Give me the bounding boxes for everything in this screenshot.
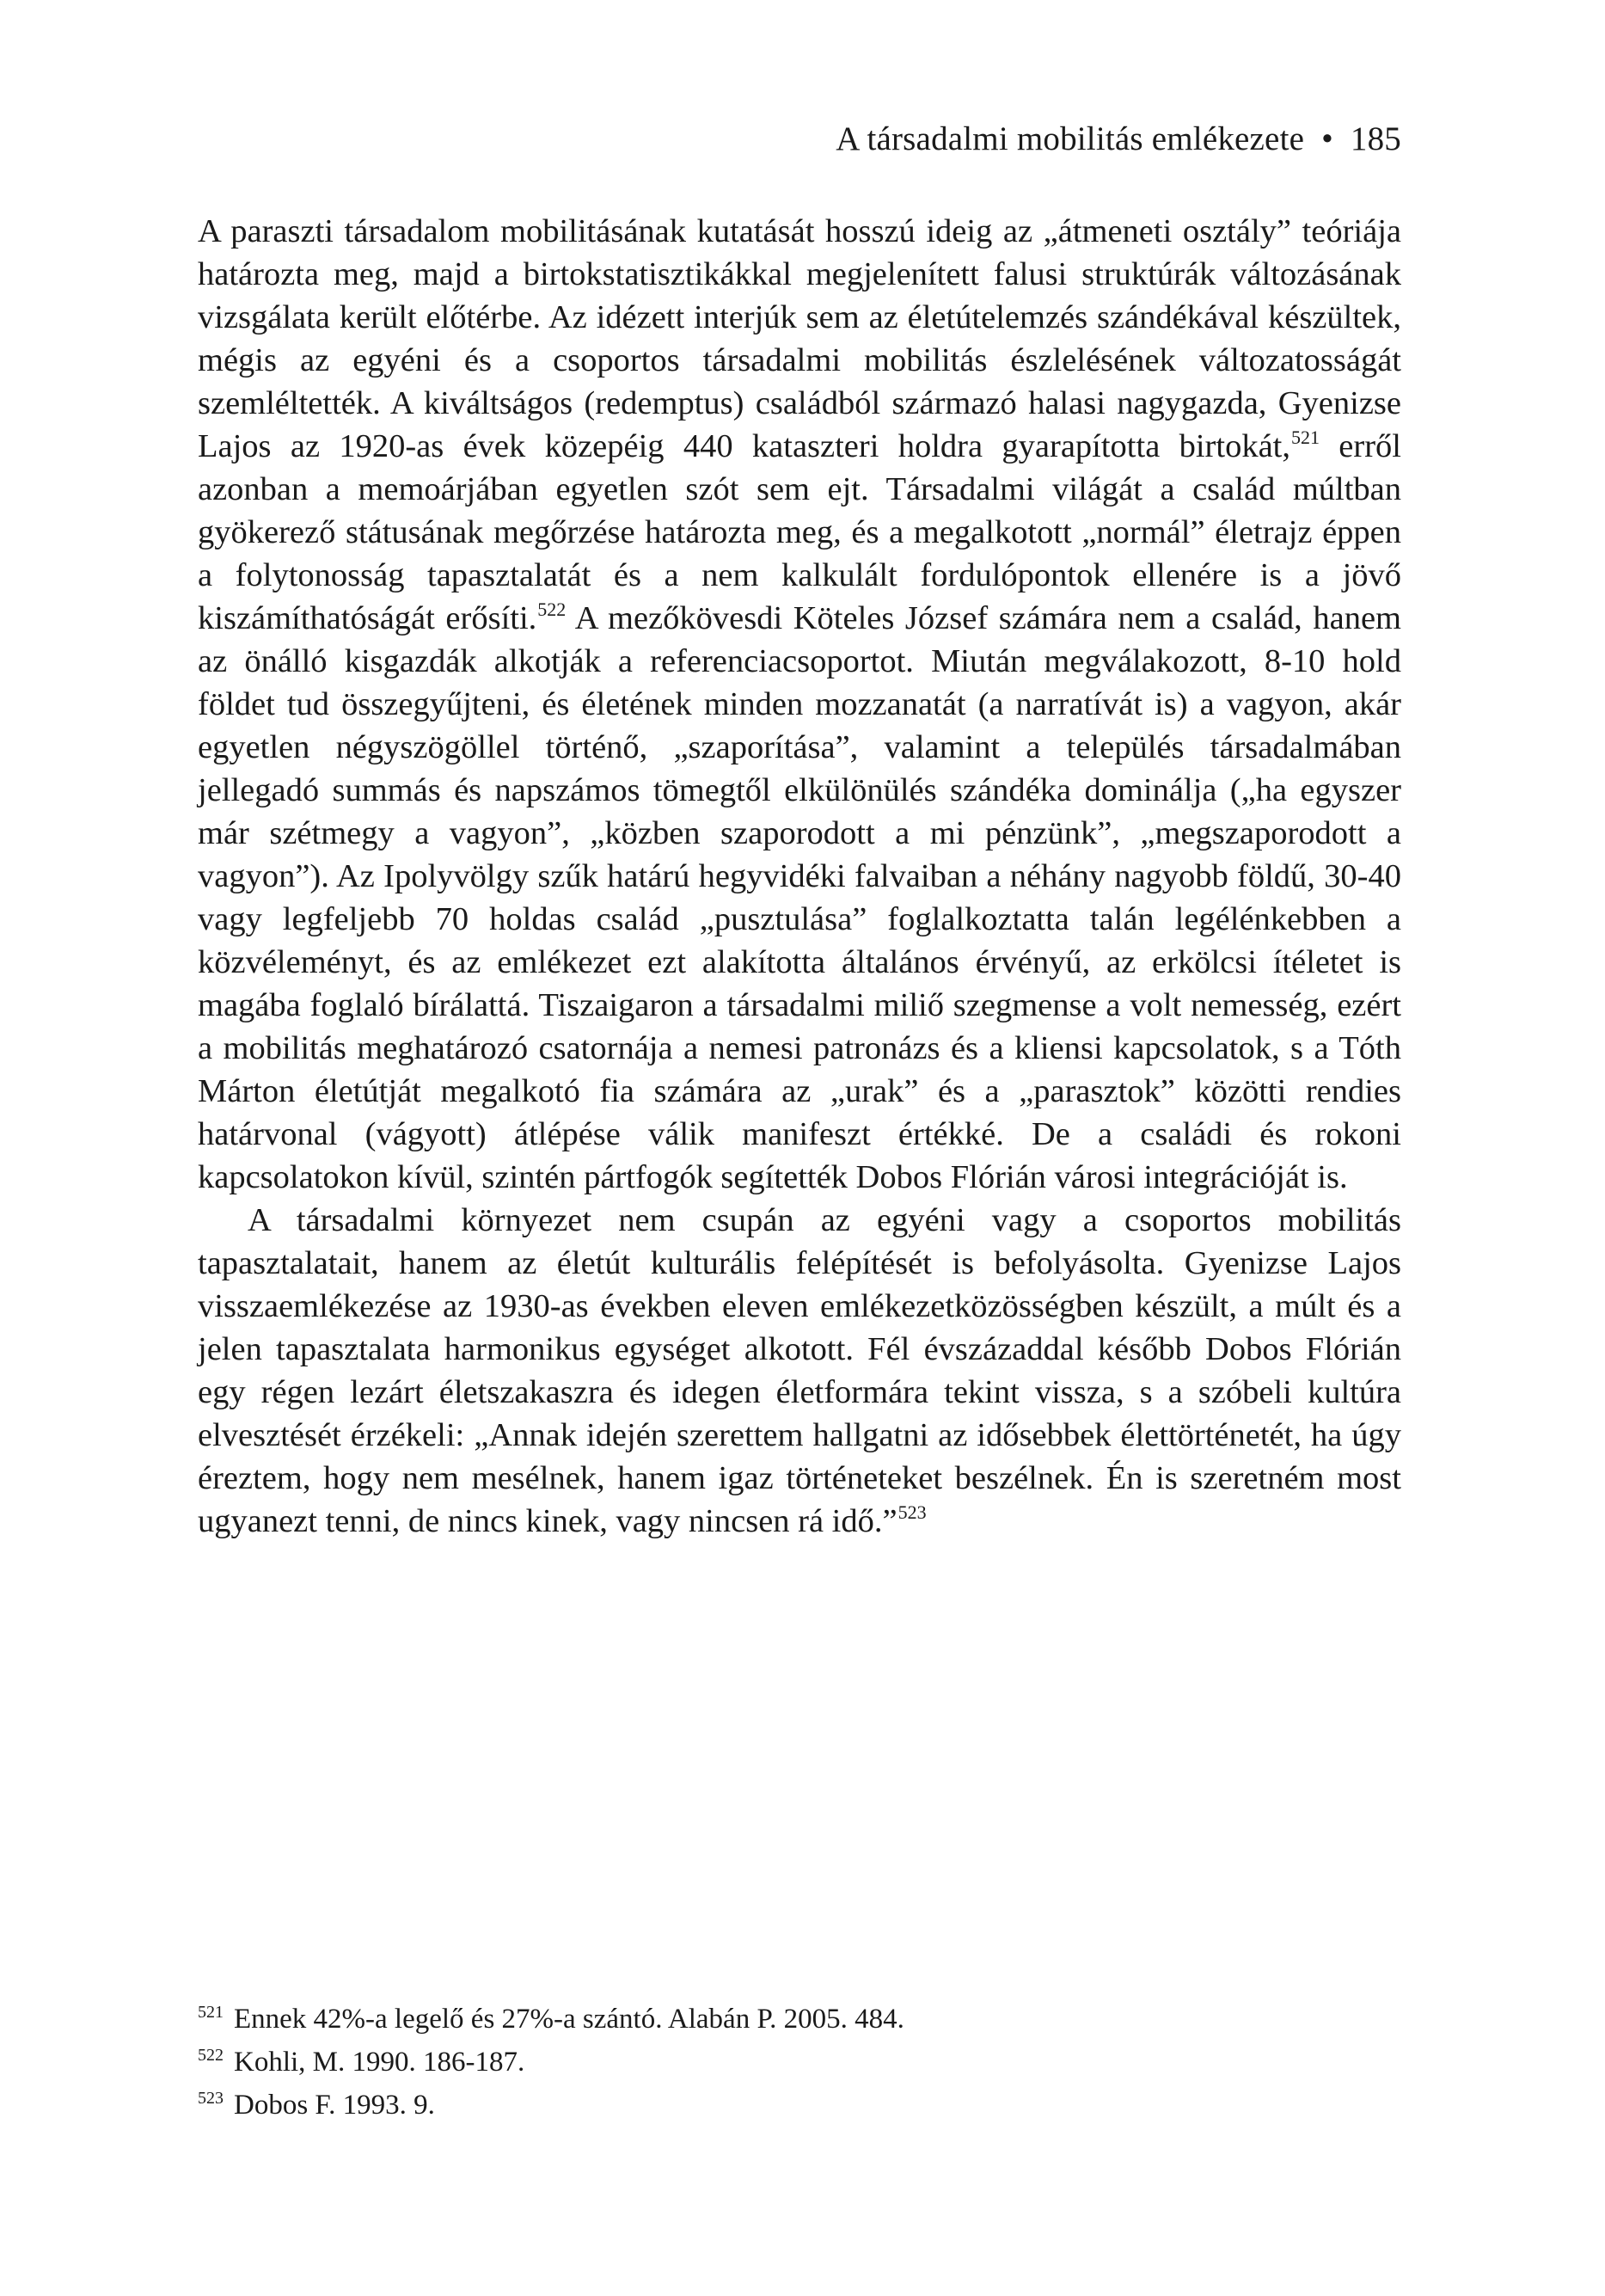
running-head <box>836 119 1401 160</box>
footnote-523 <box>198 2085 1401 2128</box>
paragraph-1 <box>198 210 1401 1199</box>
paragraph-1-text-c: A mezőkövesdi Köteles József számára nem a család, hanem az önálló kisgazdák alkotják a referenciacsoportot. Miután megválakozott, 8-10 hold földet tud összegyűjteni, és életének minden mozzanatát (a narratívát is) a vagyon, akár egyetlen négyszögöllel történő, „szaporítása”, valamint a település társadalmában jellegadó summás és napszámos tömegtől elkülönülés szándéka dominálja („ha egyszer már szétmegy a vagyon”, „közben szaporodott a mi pénzünk”, „megszaporodott a vagyon”). Az Ipolyvölgy szűk határú hegyvidéki falvaiban a néhány nagyobb földű, 30-40 vagy legfeljebb 70 holdas család „pusztulása” foglalkoztatta talán legélénkebben a közvéleményt, és az emlékezet ezt alakította általános érvényű, az erkölcsi ítéletet is magába foglaló bírálattá. Tiszaigaron a társadalmi miliő szegmense a volt nemesség, ezért a mobilitás meghatározó csatornája a nemesi patronázs és a kliensi kapcsolatok, s a Tóth Márton életútját megalkotó fia számára az „urak” és a „parasztok” közötti rendies határvonal (vágyott) átlépése válik manifeszt értékké. De a családi és rokoni kapcsolatokon kívül, szintén pártfogók segítették Dobos Flórián városi integrációját is. <box>198 600 1401 1195</box>
footnote-ref-522[interactable]: 522 <box>537 599 567 620</box>
footnote-number: 523 <box>198 2089 224 2108</box>
footnote-ref-523[interactable]: 523 <box>897 1501 927 1523</box>
body-text <box>198 210 1401 1543</box>
footnote-text: Dobos F. 1993. 9. <box>234 2090 435 2121</box>
bullet-separator: • <box>1321 120 1333 157</box>
running-title: A társadalmi mobilitás emlékezete <box>836 120 1305 157</box>
footnote-521 <box>198 1999 1401 2042</box>
footnote-number: 522 <box>198 2046 224 2065</box>
footnote-text: Ennek 42%-a legelő és 27%-a szántó. Alabán P. 2005. 484. <box>234 2004 904 2035</box>
footnotes <box>198 1999 1401 2128</box>
page-number: 185 <box>1350 120 1401 157</box>
paragraph-2-text: A társadalmi környezet nem csupán az egyéni vagy a csoportos mobilitás tapasztalatait, hanem az életút kulturális felépítését is befolyásolta. Gyenizse Lajos visszaemlékezése az 1930-as években eleven emlékezetközösségben készült, a múlt és a jelen tapasztalata harmonikus egységet alkotott. Fél évszázaddal később Dobos Flórián egy régen lezárt életszakaszra és idegen életformára tekint vissza, s a szóbeli kultúra elvesztését érzékeli: „Annak idején szerettem hallgatni az idősebbek élettörténetét, ha úgy éreztem, hogy nem mesélnek, hanem igaz történeteket beszélnek. Én is szeretném most ugyanezt tenni, de nincs kinek, vagy nincsen rá idő.” <box>198 1202 1401 1539</box>
paragraph-2 <box>198 1199 1401 1543</box>
paragraph-1-text-b: erről azonban a memoárjában egyetlen szót sem ejt. Társadalmi világát a család múltban gyökerező státusának megőrzése határozta meg, és a megalkotott „normál” életrajz éppen a folytonosság tapasztalatát és a nem kalkulált fordulópontok ellenére is a jövő kiszámíthatóságát erősíti. <box>198 428 1401 636</box>
footnote-522 <box>198 2042 1401 2085</box>
footnote-number: 521 <box>198 2003 224 2022</box>
footnote-text: Kohli, M. 1990. 186-187. <box>234 2047 525 2078</box>
footnote-ref-521[interactable]: 521 <box>1290 427 1320 448</box>
paragraph-1-text-a: A paraszti társadalom mobilitásának kutatását hosszú ideig az „átmeneti osztály” teóriája határozta meg, majd a birtokstatisztikákkal megjelenített falusi struktúrák változásának vizsgálata került előtérbe. Az idézett interjúk sem az életútelemzés szándékával készültek, mégis az egyéni és a csoportos társadalmi mobilitás észlelésének változatosságát szemléltették. A kiváltságos (redemptus) családból származó halasi nagygazda, Gyenizse Lajos az 1920-as évek közepéig 440 kataszteri holdra gyarapította birtokát, <box>198 213 1401 464</box>
